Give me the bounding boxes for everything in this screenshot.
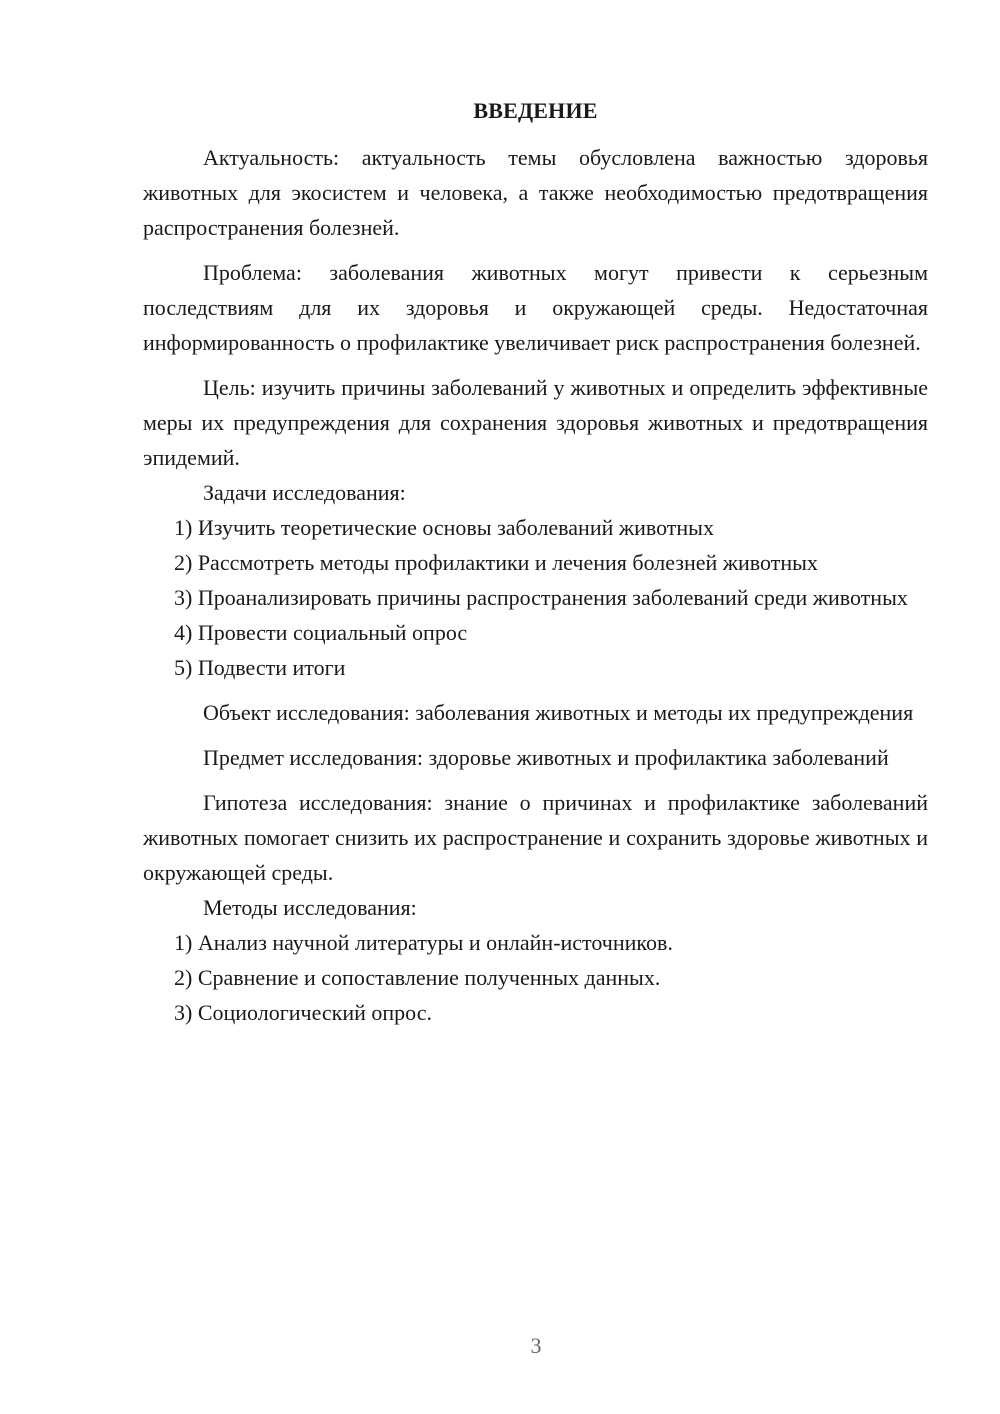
methods-label: Методы исследования: — [203, 895, 417, 920]
task-item: 5) Подвести итоги — [174, 655, 346, 680]
problem-paragraph: Проблема: заболевания животных могут привести к серьезным последствиям для их здоровья и окружающей среды. Недостаточная информированность о профилактике увеличивает риск распространения болезней. — [143, 260, 928, 355]
page-title: ВВЕДЕНИЕ — [473, 98, 598, 123]
document-page — [143, 94, 928, 1030]
tasks-label: Задачи исследования: — [203, 480, 406, 505]
task-item: 3) Проанализировать причины распространения заболеваний среди животных — [174, 585, 908, 610]
goal-paragraph: Цель: изучить причины заболеваний у животных и определить эффективные меры их предупреждения для сохранения здоровья животных и предотвращения эпидемий. — [143, 375, 928, 470]
hypothesis-paragraph: Гипотеза исследования: знание о причинах и профилактике заболеваний животных помогает снизить их распространение и сохранить здоровье животных и окружающей среды. — [143, 790, 928, 885]
object-paragraph: Объект исследования: заболевания животных и методы их предупреждения — [203, 700, 914, 725]
method-item: 2) Сравнение и сопоставление полученных данных. — [174, 965, 661, 990]
task-item: 2) Рассмотреть методы профилактики и лечения болезней животных — [174, 550, 818, 575]
subject-paragraph: Предмет исследования: здоровье животных и профилактика заболеваний — [203, 745, 889, 770]
method-item: 1) Анализ научной литературы и онлайн-источников. — [174, 930, 673, 955]
method-item: 3) Социологический опрос. — [174, 1000, 432, 1025]
page-number: 3 — [530, 1333, 542, 1358]
task-item: 1) Изучить теоретические основы заболеваний животных — [174, 515, 714, 540]
relevance-paragraph: Актуальность: актуальность темы обусловлена важностью здоровья животных для экосистем и человека, а также необходимостью предотвращения распространения болезней. — [143, 145, 928, 240]
task-item: 4) Провести социальный опрос — [174, 620, 468, 645]
